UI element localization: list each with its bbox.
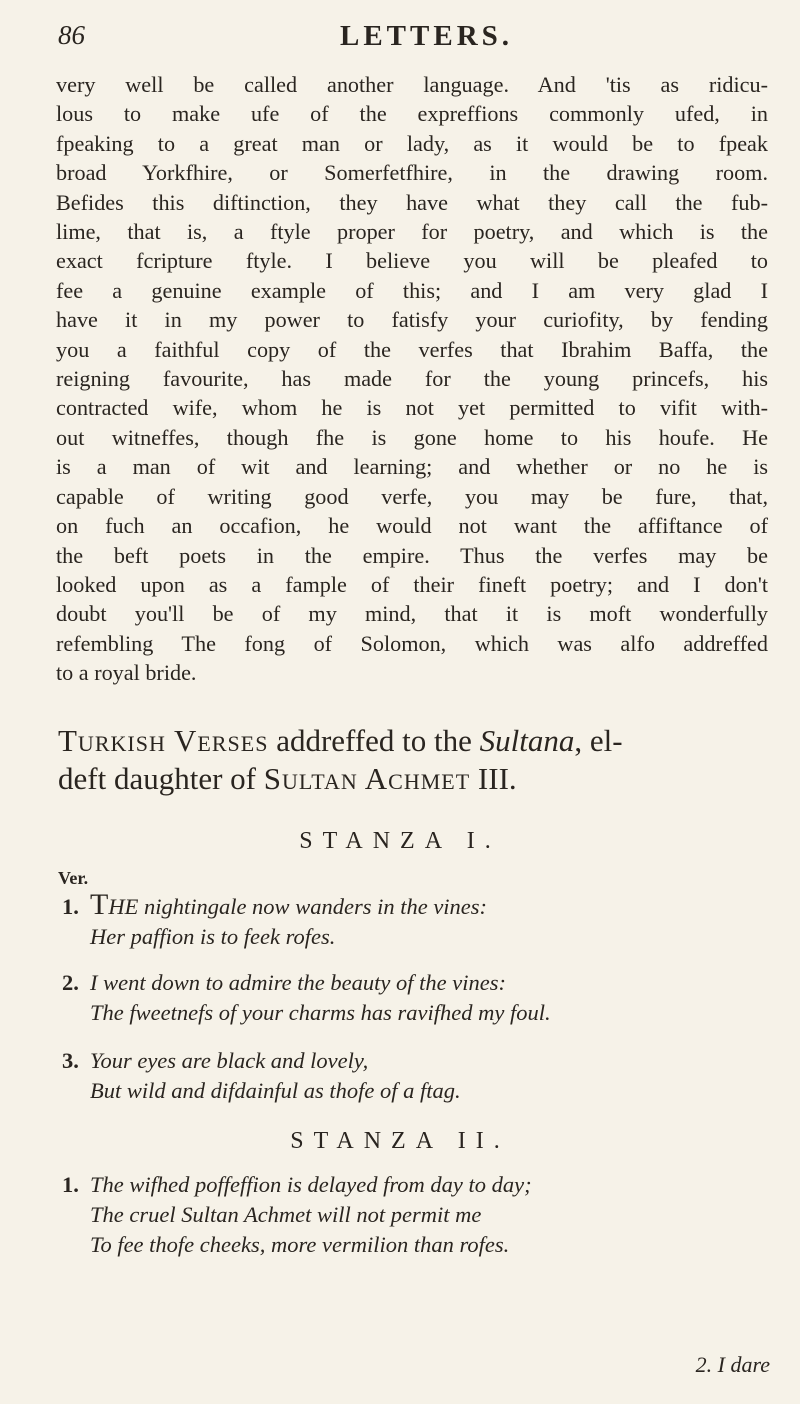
- title-text: , el-: [574, 723, 623, 758]
- stanza-1-verse-1: [62, 888, 782, 952]
- text-line: exact fcripture ftyle. I believe you will be pleafed to: [56, 248, 768, 274]
- page-header: [58, 20, 770, 60]
- body-paragraph: [56, 70, 768, 688]
- text-line: contracted wife, whom he is not yet permitted to vifit with-: [56, 395, 768, 421]
- verse-text: Your eyes are black and lovely,: [90, 1048, 369, 1073]
- title-line-1: [58, 722, 778, 760]
- title-sultan-achmet: Sultan Achmet: [263, 761, 471, 796]
- title-text: addreffed to the: [268, 723, 480, 758]
- verse-text: HE nightingale now wanders in the vines:: [108, 894, 488, 919]
- stanza-1-heading: STANZA I.: [299, 828, 501, 854]
- title-line-2: [58, 760, 778, 798]
- stanza-1-verse-2: [62, 968, 782, 1028]
- ver-label: Ver.: [58, 868, 89, 888]
- text-line: lous to make ufe of the expreffions commonly ufed, in: [56, 101, 768, 127]
- text-line: on fuch an occafion, he would not want the affiftance of: [56, 513, 768, 539]
- title-text: III.: [470, 761, 517, 796]
- text-line: reigning favourite, has made for the young princefs, his: [56, 366, 768, 392]
- verse-line: But wild and difdainful as thofe of a ftag.: [90, 1078, 461, 1103]
- text-line: fee a genuine example of this; and I am very glad I: [56, 277, 768, 303]
- text-line: you a faithful copy of the verfes that Ibrahim Baffa, the: [56, 336, 768, 362]
- running-head: LETTERS.: [340, 20, 514, 52]
- text-line: out witneffes, though fhe is gone home to his houfe. He: [56, 424, 768, 450]
- catchword: 2. I dare: [695, 1352, 770, 1377]
- verse-line: [62, 888, 782, 922]
- text-line: broad Yorkfhire, or Somerfetfhire, in the drawing room.: [56, 160, 768, 186]
- title-text: deft daughter of: [58, 761, 264, 796]
- text-line: the beft poets in the empire. Thus the verfes may be: [56, 542, 768, 568]
- verse-number: 1.: [62, 1172, 79, 1197]
- text-line: refembling The fong of Solomon, which was alfo addreffed: [56, 630, 768, 656]
- title-turkish-verses: Turkish Verses: [58, 723, 269, 758]
- verse-number: 2.: [62, 970, 79, 995]
- text-line: to a royal bride.: [56, 660, 197, 686]
- verse-line: [62, 1046, 782, 1076]
- verse-text: The wifhed poffeffion is delayed from day to day;: [90, 1172, 532, 1197]
- stanza-2-verse-1: [62, 1170, 782, 1260]
- stanza-2-heading: STANZA II.: [290, 1128, 510, 1154]
- verse-line: Her paffion is to feek rofes.: [90, 924, 336, 949]
- section-title: [58, 722, 778, 798]
- verse-line: To fee thofe cheeks, more vermilion than rofes.: [90, 1232, 510, 1257]
- verse-number: 1.: [62, 894, 79, 919]
- verse-line: [62, 968, 782, 998]
- text-line: Befides this diftinction, they have what they call the fub-: [56, 189, 768, 215]
- text-line: doubt you'll be of my mind, that it is moft wonderfully: [56, 601, 768, 627]
- text-line: lime, that is, a ftyle proper for poetry, and which is the: [56, 219, 768, 245]
- verse-number: 3.: [62, 1048, 79, 1073]
- letter-body: [56, 70, 768, 688]
- verse-text: I went down to admire the beauty of the vines:: [90, 970, 506, 995]
- verse-line: The fweetnefs of your charms has ravifhed my foul.: [90, 1000, 551, 1025]
- drop-cap: T: [90, 888, 109, 921]
- verse-line: [62, 1170, 782, 1200]
- text-line: have it in my power to fatisfy your curiofity, by fending: [56, 307, 768, 333]
- stanza-1-verse-3: [62, 1046, 782, 1106]
- text-line: fpeaking to a great man or lady, as it would be to fpeak: [56, 130, 768, 156]
- text-line: looked upon as a fample of their fineft poetry; and I don't: [56, 571, 768, 597]
- text-line: capable of writing good verfe, you may be fure, that,: [56, 483, 768, 509]
- title-sultana: Sultana: [479, 723, 575, 758]
- text-line: is a man of wit and learning; and whether or no he is: [56, 454, 768, 480]
- verse-line: The cruel Sultan Achmet will not permit me: [90, 1202, 482, 1227]
- text-line: very well be called another language. And 'tis as ridicu-: [56, 72, 768, 97]
- page-number: 86: [58, 20, 85, 50]
